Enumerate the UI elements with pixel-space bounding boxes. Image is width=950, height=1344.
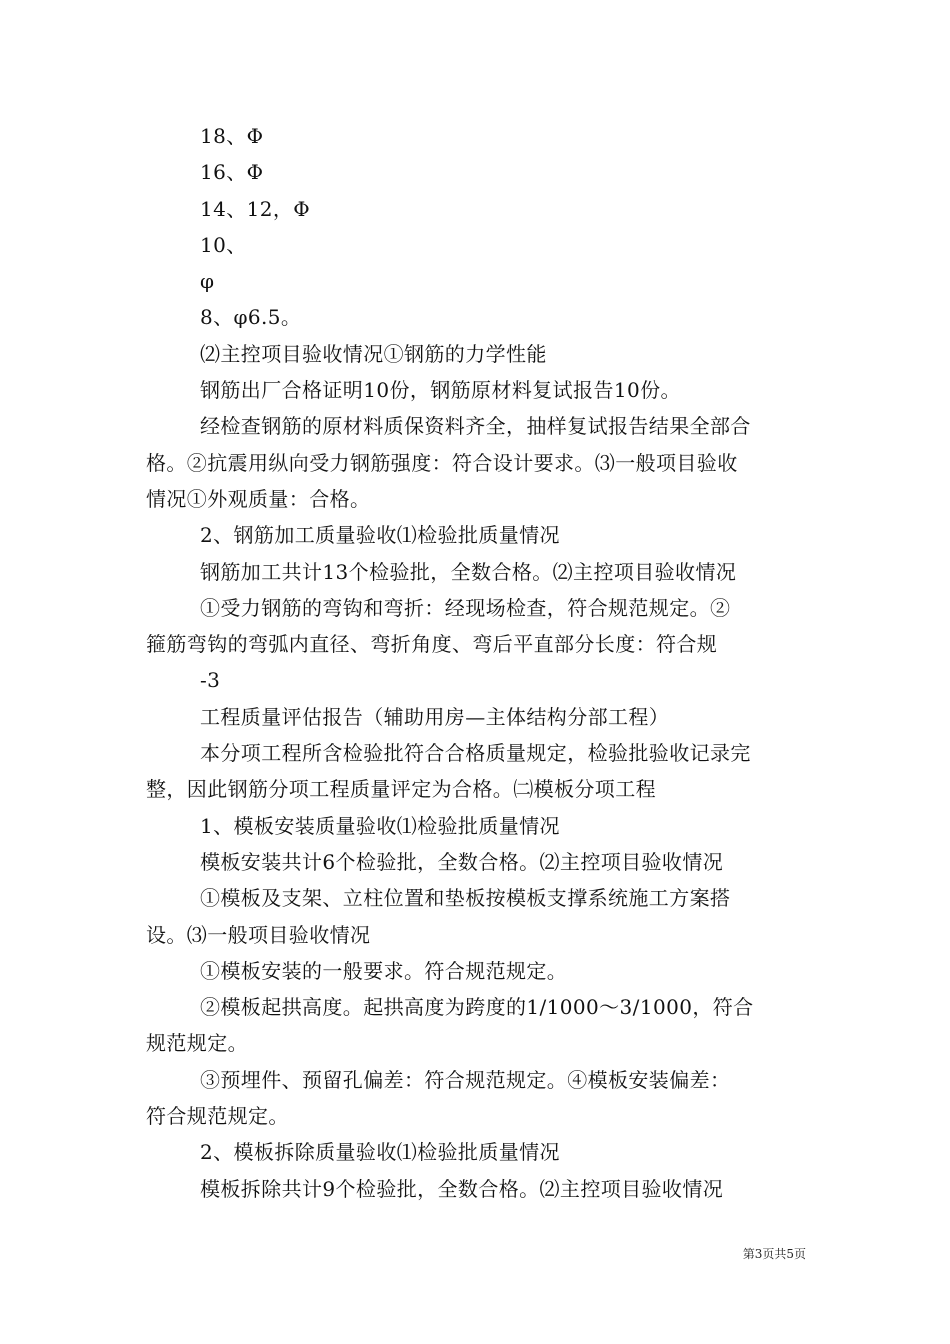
text-line: 模板拆除共计9个检验批，全数合格。⑵主控项目验收情况 — [200, 1176, 724, 1201]
text-line: 情况①外观质量：合格。 — [146, 486, 371, 511]
text-line: 箍筋弯钩的弯弧内直径、弯折角度、弯后平直部分长度：符合规 — [146, 632, 718, 657]
text-line: 钢筋出厂合格证明10份，钢筋原材料复试报告10份。 — [200, 378, 681, 403]
text-line: 2、模板拆除质量验收⑴检验批质量情况 — [200, 1140, 560, 1165]
text-line: 模板安装共计6个检验批，全数合格。⑵主控项目验收情况 — [200, 849, 724, 874]
text-line: ③预埋件、预留孔偏差：符合规范规定。④模板安装偏差： — [200, 1067, 731, 1092]
text-line: 规范规定。 — [146, 1031, 248, 1056]
text-line: 本分项工程所含检验批符合合格质量规定，检验批验收记录完 — [200, 741, 751, 766]
text-line: 1、模板安装质量验收⑴检验批质量情况 — [200, 813, 560, 838]
text-line: 整，因此钢筋分项工程质量评定为合格。㈡模板分项工程 — [146, 777, 656, 802]
page-number: 第3页共5页 — [742, 1247, 806, 1261]
text-line: 8、φ6.5。 — [200, 305, 302, 330]
text-line: ②模板起拱高度。起拱高度为跨度的1/1000～3/1000，符合 — [200, 995, 754, 1020]
text-line: φ — [200, 269, 215, 294]
text-line: 10、 — [200, 232, 247, 257]
document-body — [146, 118, 810, 1207]
text-line: ①模板安装的一般要求。符合规范规定。 — [200, 958, 568, 983]
text-line: 设。⑶一般项目验收情况 — [146, 922, 371, 947]
text-line: 钢筋加工共计13个检验批，全数合格。⑵主控项目验收情况 — [200, 559, 737, 584]
text-line: 经检查钢筋的原材料质保资料齐全，抽样复试报告结果全部合 — [200, 414, 751, 439]
text-line: 16、Φ — [200, 160, 264, 185]
text-line: 14、12，Φ — [200, 196, 311, 221]
text-line: 格。②抗震用纵向受力钢筋强度：符合设计要求。⑶一般项目验收 — [146, 450, 738, 475]
text-line: ①模板及支架、立柱位置和垫板按模板支撑系统施工方案搭 — [200, 886, 731, 911]
text-line: 符合规范规定。 — [146, 1104, 289, 1129]
text-line: ①受力钢筋的弯钩和弯折：经现场检查，符合规范规定。② — [200, 595, 731, 620]
text-line: 18、Φ — [200, 124, 264, 148]
text-line: 2、钢筋加工质量验收⑴检验批质量情况 — [200, 523, 560, 548]
text-line: 工程质量评估报告（辅助用房—主体结构分部工程） — [200, 704, 670, 729]
text-line: -3 — [200, 668, 221, 693]
text-line: ⑵主控项目验收情况①钢筋的力学性能 — [200, 341, 547, 366]
